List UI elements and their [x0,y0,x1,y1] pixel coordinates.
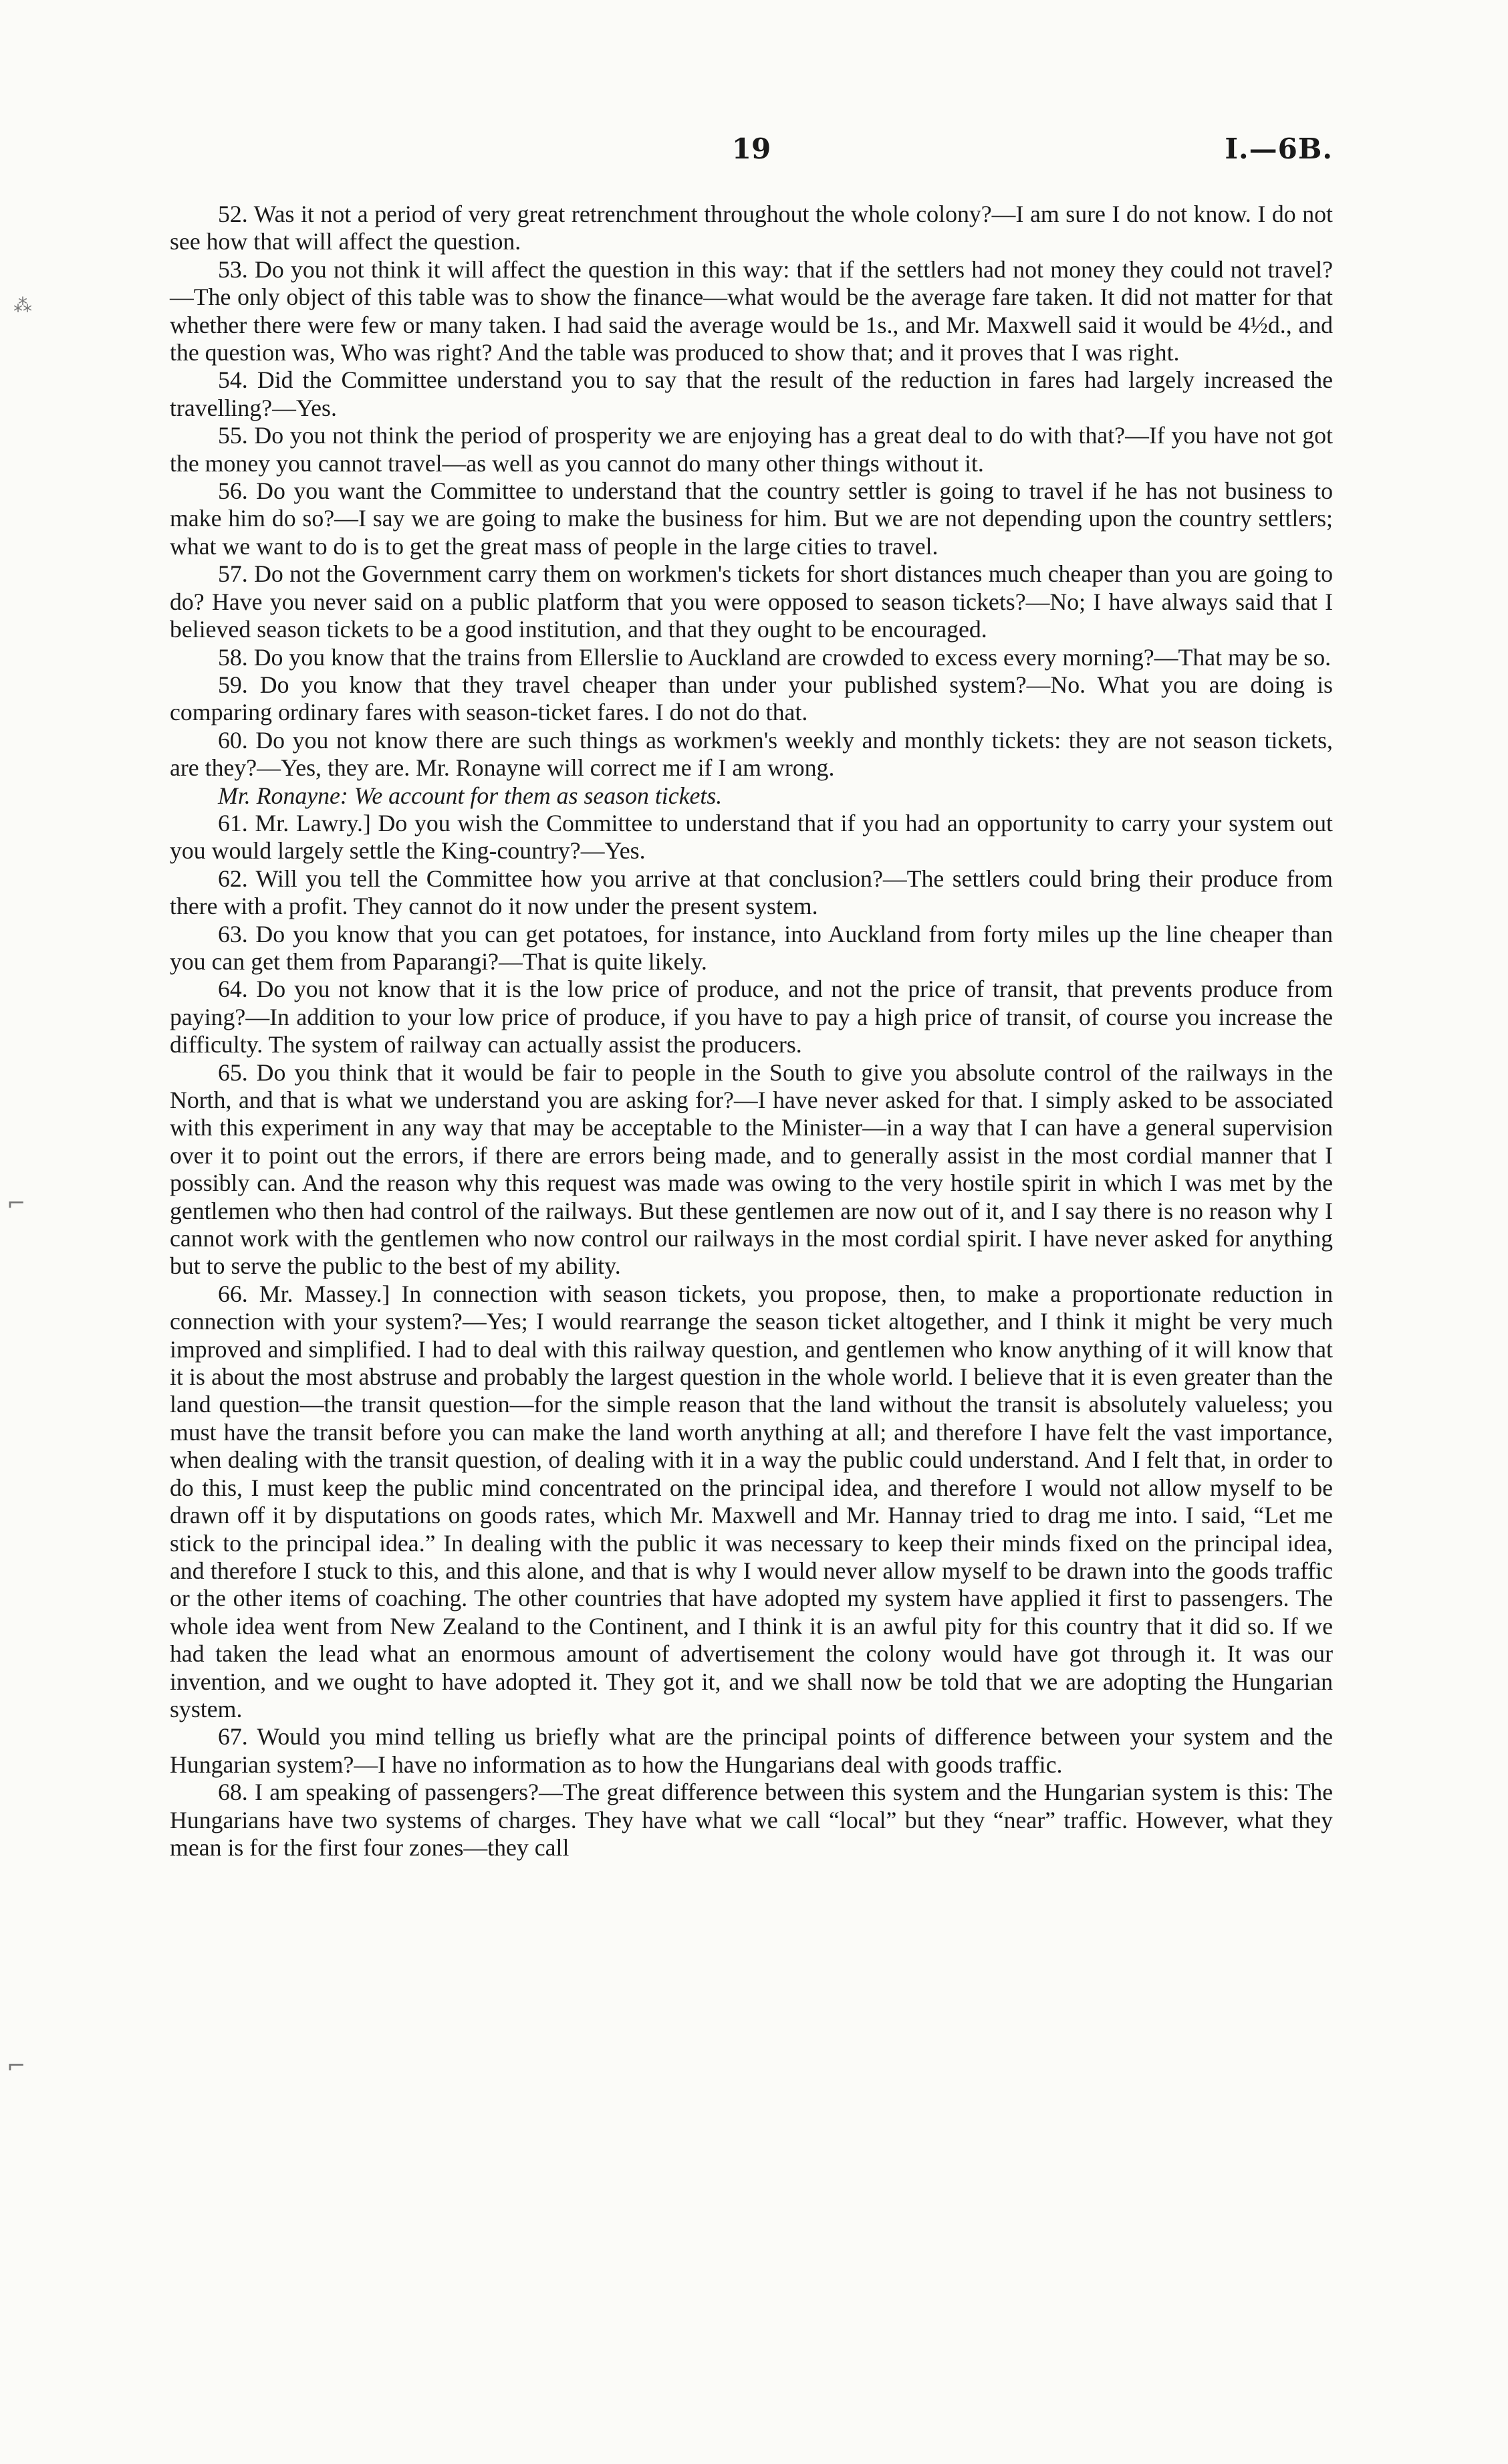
paragraph: 56. Do you want the Committee to understand that the country settler is going to travel if he has not business to make him do so?—I say we are going to make the business for him. But we are not depending upon the country settlers; what we want to do is to get the great mass of people in the large cities to travel. [170,477,1333,560]
paragraph: 54. Did the Committee understand you to say that the result of the reduction in fares had largely increased the travelling?—Yes. [170,366,1333,421]
margin-mark: ⌐ [7,1190,26,1217]
paragraph: 63. Do you know that you can get potatoes, for instance, into Auckland from forty miles up the line cheaper than you can get them from Paparangi?—That is quite likely. [170,920,1333,975]
paragraph: 67. Would you mind telling us briefly what are the principal points of difference between your system and the Hungarian system?—I have no information as to how the Hungarians deal with goods traffic. [170,1723,1333,1778]
paragraph: 60. Do you not know there are such things as workmen's weekly and monthly tickets: they are not season tickets, are they?—Yes, they are. Mr. Ronayne will correct me if I am wrong. [170,726,1333,782]
page-number: 19 [731,132,771,165]
margin-mark: ⌐ [7,2053,26,2080]
paragraph: 52. Was it not a period of very great retrenchment throughout the whole colony?—I am sure I do not know. I do not see how that will affect the question. [170,201,1333,255]
page-header [170,132,1333,173]
paragraph: 64. Do you not know that it is the low price of produce, and not the price of transit, that prevents produce from paying?—In addition to your low price of produce, if you have to pay a high price of transit, of course you increase the difficulty. The system of railway can actually assist the producers. [170,976,1333,1058]
paragraph: 55. Do you not think the period of prosperity we are enjoying has a great deal to do with that?—If you have not got the money you cannot travel—as well as you cannot do many other things without it. [170,422,1333,477]
paragraph: Mr. Ronayne: We account for them as season tickets. [218,782,723,809]
paragraph: 53. Do you not think it will affect the question in this way: that if the settlers had not money they could not travel?—The only object of this table was to show the finance—what would be the average fare taken. It did not matter for that whether there were few or many taken. I had said the average would be 1s., and Mr. Maxwell said it would be 4½d., and the question was, Who was right? And the table was produced to show that; and it proves that I was right. [170,255,1333,366]
paragraph: 58. Do you know that the trains from Ellerslie to Auckland are crowded to excess every morning?—That may be so. [218,643,1332,671]
paragraph: 65. Do you think that it would be fair to people in the South to give you absolute control of the railways in the North, and that is what we understand you are asking for?—I have never asked for that. I simply asked to be associated with this experiment in any way that may be acceptable to the Minister—in a way that I can have a general supervision over it to point out the errors, if there are errors being made, and to generally assist in the most cordial manner that I possibly can. And the reason why this request was made was owing to the very hostile spirit in which I was met by the gentlemen who then had control of the railways. But these gentlemen are now out of it, and I say there is no reason why I cannot work with the gentlemen who now control our railways in the most cordial spirit. I have never asked for anything but to serve the public to the best of my ability. [170,1058,1333,1280]
paragraph: 59. Do you know that they travel cheaper than under your published system?—No. What you are doing is comparing ordinary fares with season-ticket fares. I do not do that. [170,671,1333,726]
paragraph: 68. I am speaking of passengers?—The great difference between this system and the Hungarian system is this: The Hungarians have two systems of charges. They have what we call “local” but they “near” traffic. However, what they mean is for the first four zones—they call [170,1779,1333,1861]
paragraph: 62. Will you tell the Committee how you arrive at that conclusion?—The settlers could bring their produce from there with a profit. They cannot do it now under the present system. [170,865,1333,920]
page-reference: I.—6B. [1225,132,1333,165]
paragraph: 57. Do not the Government carry them on workmen's tickets for short distances much cheaper than you are going to do? Have you never said on a public platform that you were opposed to season tickets?—No; I have always said that I believed season tickets to be a good institution, and that they ought to be encouraged. [170,560,1333,643]
paragraph: 66. Mr. Massey.] In connection with season tickets, you propose, then, to make a proportionate reduction in connection with your system?—Yes; I would rearrange the season ticket altogether, and I think it might be very much improved and simplified. I had to deal with this railway question, and gentlemen who know anything of it will know that it is about the most abstruse and probably the largest question in the whole world. I believe that it is even greater than the land question—the transit question—for the simple reason that the land without the transit is absolutely valueless; you must have the transit before you can make the land worth anything at all; and therefore I have felt the vast importance, when dealing with the transit question, of dealing with it in a way the public could understand. And I felt that, in order to do this, I must keep the public mind concentrated on the principal idea, and therefore I would not allow myself to be drawn off it by disputations on goods rates, which Mr. Maxwell and Mr. Hannay tried to drag me into. I said, “Let me stick to the principal idea.” In dealing with the public it was necessary to keep their minds fixed on the principal idea, and therefore I stuck to this, and this alone, and that is why I would never allow myself to be drawn into the goods traffic or the other items of coaching. The other countries that have adopted my system have applied it first to passengers. The whole idea went from New Zealand to the Continent, and I think it is an awful pity for this country that it did so. If we had taken the lead what an enormous amount of advertisement the colony would have got through it. It was our invention, and we ought to have adopted it. They got it, and we shall now be told that we are adopting the Hungarian system. [170,1280,1333,1722]
paragraph: 61. Mr. Lawry.] Do you wish the Committee to understand that if you had an opportunity to carry your system out you would largely settle the King-country?—Yes. [170,809,1333,865]
margin-mark: ⁂ [13,294,32,316]
body-text [170,201,1333,1862]
